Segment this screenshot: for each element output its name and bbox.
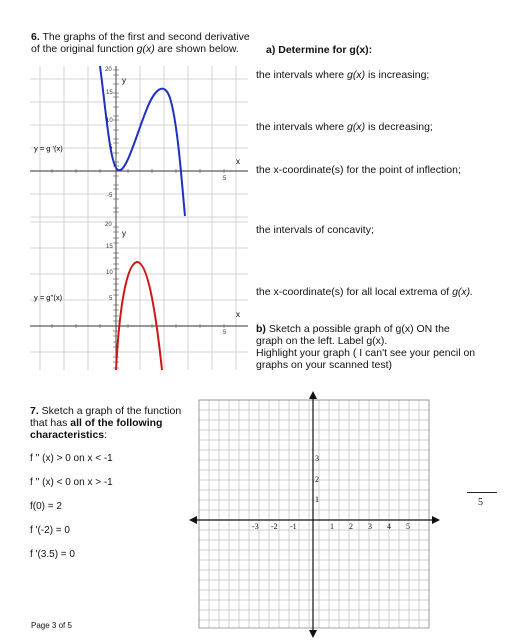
- graph2-function-label: y = g''(x): [34, 293, 63, 302]
- part-b-line1: b) Sketch a possible graph of g(x) ON the: [256, 323, 450, 335]
- q7-xlabel-5: 5: [406, 522, 410, 531]
- condition-1: f '' (x) > 0 on x < -1: [30, 453, 113, 464]
- q7-xlabel-neg3: -3: [252, 522, 259, 531]
- graph2-ytick-10: 10: [106, 270, 113, 276]
- part-b-line2: graph on the left. Label g(x).: [256, 335, 388, 347]
- condition-4: f '(-2) = 0: [30, 525, 70, 536]
- question-decreasing: the intervals where g(x) is decreasing;: [256, 121, 433, 133]
- q7-y-axis-bottom-arrow: [309, 630, 317, 638]
- q7-gridlines: [199, 400, 429, 628]
- q7-title-line1: 7. Sketch a graph of the function: [30, 405, 182, 417]
- graph2-ytick-15: 15: [106, 244, 113, 250]
- q7-xlabel-neg2: -2: [271, 522, 278, 531]
- question-inflection: the x-coordinate(s) for the point of inflection;: [256, 164, 461, 176]
- question-increasing: the intervals where g(x) is increasing;: [256, 69, 430, 81]
- q6-title-line2: of the original function g(x) are shown below.: [31, 43, 239, 55]
- graph1-function-label: y = g '(x): [34, 144, 63, 153]
- graph1-curve-g-prime: [100, 66, 185, 216]
- graph-g-prime: [30, 66, 248, 222]
- graph1-x-axis-label: x: [236, 157, 240, 166]
- q7-xlabel-1: 1: [330, 522, 334, 531]
- page-footer: Page 3 of 5: [31, 621, 72, 630]
- q7-title-line3: characteristics:: [30, 429, 108, 441]
- condition-3: f(0) = 2: [30, 501, 62, 512]
- graph2-curve-g-double-prime: [116, 262, 162, 370]
- q7-sketch-grid[interactable]: [185, 390, 445, 638]
- q7-ylabel-3: 3: [315, 454, 319, 463]
- condition-5: f '(3.5) = 0: [30, 549, 75, 560]
- graph1-ytick-neg5: -5: [107, 193, 113, 199]
- graph2-xtick-5: 5: [223, 330, 227, 336]
- part-b-line3: Highlight your graph ( I can't see your pencil on: [256, 347, 476, 359]
- question-concavity: the intervals of concavity;: [256, 224, 374, 236]
- part-a-label: a) Determine for g(x):: [266, 44, 373, 56]
- part-b-line4: graphs on your scanned test): [256, 359, 392, 371]
- q7-xlabel-neg1: -1: [290, 522, 297, 531]
- graph1-ytick-5: 5: [109, 145, 113, 151]
- graph1-ytick-10: 10: [106, 118, 113, 124]
- graph1-ytick-20: 20: [105, 67, 112, 73]
- graph-g-double-prime: [30, 222, 248, 370]
- graph2-y-axis-label: y: [122, 229, 126, 238]
- question-extrema: the x-coordinate(s) for all local extrema of g(x).: [256, 286, 474, 298]
- graph2-x-axis-label: x: [236, 310, 240, 319]
- q7-title-line2: that has all of the following: [30, 417, 163, 429]
- graph2-ytick-5: 5: [109, 296, 113, 302]
- q7-ylabel-2: 2: [315, 475, 319, 484]
- score-line: [467, 492, 497, 493]
- q7-x-axis-left-arrow: [189, 516, 197, 524]
- graph2-ytick-20: 20: [105, 222, 112, 228]
- q7-y-axis-top-arrow: [309, 391, 317, 399]
- graph1-xtick-5: 5: [223, 176, 227, 182]
- q7-xlabel-3: 3: [368, 522, 372, 531]
- graph1-ytick-15: 15: [106, 90, 113, 96]
- q7-x-axis-right-arrow: [432, 516, 440, 524]
- condition-2: f '' (x) < 0 on x > -1: [30, 477, 113, 488]
- graph2-gridlines: [30, 222, 248, 370]
- q6-title-line1: 6. The graphs of the first and second derivative: [31, 31, 250, 43]
- q7-ylabel-1: 1: [315, 495, 319, 504]
- q7-xlabel-4: 4: [387, 522, 391, 531]
- score-value: 5: [478, 497, 483, 508]
- graph1-y-axis-label: y: [122, 76, 126, 85]
- q7-xlabel-2: 2: [349, 522, 353, 531]
